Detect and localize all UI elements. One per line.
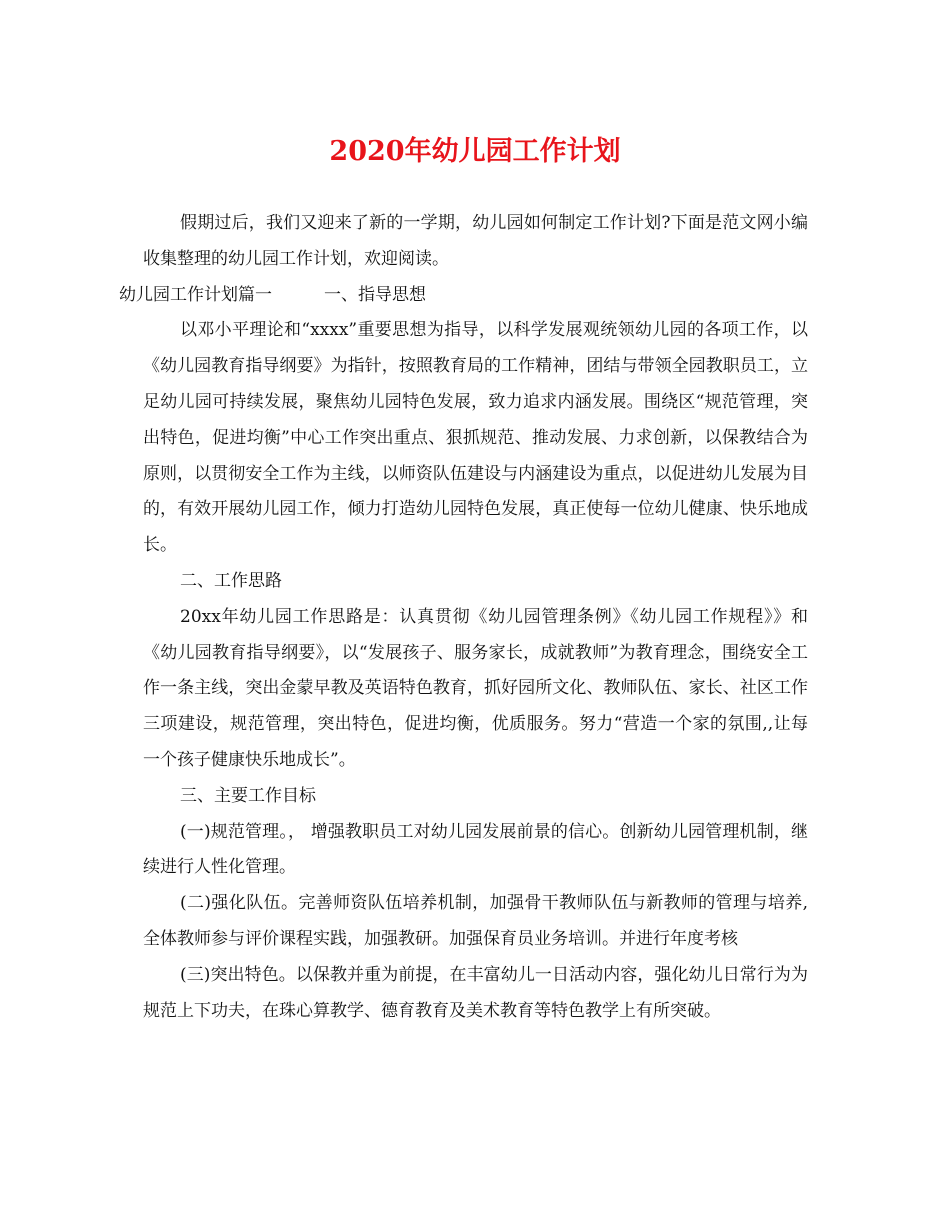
section-label: 幼儿园工作计划篇一 [119, 284, 272, 305]
paragraph-goal-management: (一)规范管理。， 增强教职员工对幼儿园发展前景的信心。创新幼儿园管理机制，继续进行人性化管理。 [143, 821, 808, 878]
heading-main-goals: 三、主要工作目标 [180, 785, 316, 806]
heading-work-approach: 二、工作思路 [180, 570, 282, 591]
document-title: 2020年幼儿园工作计划 [329, 136, 621, 167]
paragraph-goal-team: (二)强化队伍。完善师资队伍培养机制，加强骨干教师队伍与新教师的管理与培养,全体教师参与评价课程实践，加强教研。加强保育员业务培训。并进行年度考核 [143, 893, 808, 949]
intro-paragraph: 假期过后，我们又迎来了新的一学期，幼儿园如何制定工作计划?下面是范文网小编收集整理的幼儿园工作计划，欢迎阅读。 [143, 213, 808, 269]
document-body [119, 206, 808, 1029]
heading-gap [272, 278, 324, 314]
paragraph-guiding-thought: 以邓小平理论和“xxxx”重要思想为指导，以科学发展观统领幼儿园的各项工作，以《幼儿园教育指导纲要》为指针，按照教育局的工作精神，团结与带领全园教职员工，立足幼儿园可持续发展，聚焦幼儿园特色发展，致力追求内涵发展。围绕区“规范管理，突出特色，促进均衡”中心工作突出重点、狠抓规范、推动发展、力求创新，以保教结合为原则，以贯彻安全工作为主线，以师资队伍建设与内涵建设为重点，以促进幼儿发展为目的，有效开展幼儿园工作，倾力打造幼儿园特色发展，真正使每一位幼儿健康、快乐地成长。 [143, 320, 808, 556]
heading-guiding-thought: 一、指导思想 [324, 284, 426, 305]
section-heading-row [119, 278, 808, 314]
paragraph-work-approach: 20xx年幼儿园工作思路是：认真贯彻《幼儿园管理条例》《幼儿园工作规程》》和《幼儿园教育指导纲要》，以“发展孩子、服务家长，成就教师”为教育理念，围绕安全工作一条主线，突出金蒙早教及英语特色教育，抓好园所文化、教师队伍、家长、社区工作三项建设，规范管理，突出特色，促进均衡，优质服务。努力“营造一个家的氛围,,让每一个孩子健康快乐地成长”。 [143, 606, 808, 770]
paragraph-goal-features: (三)突出特色。以保教并重为前提，在丰富幼儿一日活动内容，强化幼儿日常行为为规范上下功夫，在珠心算教学、德育教育及美术教育等特色教学上有所突破。 [143, 964, 808, 1021]
